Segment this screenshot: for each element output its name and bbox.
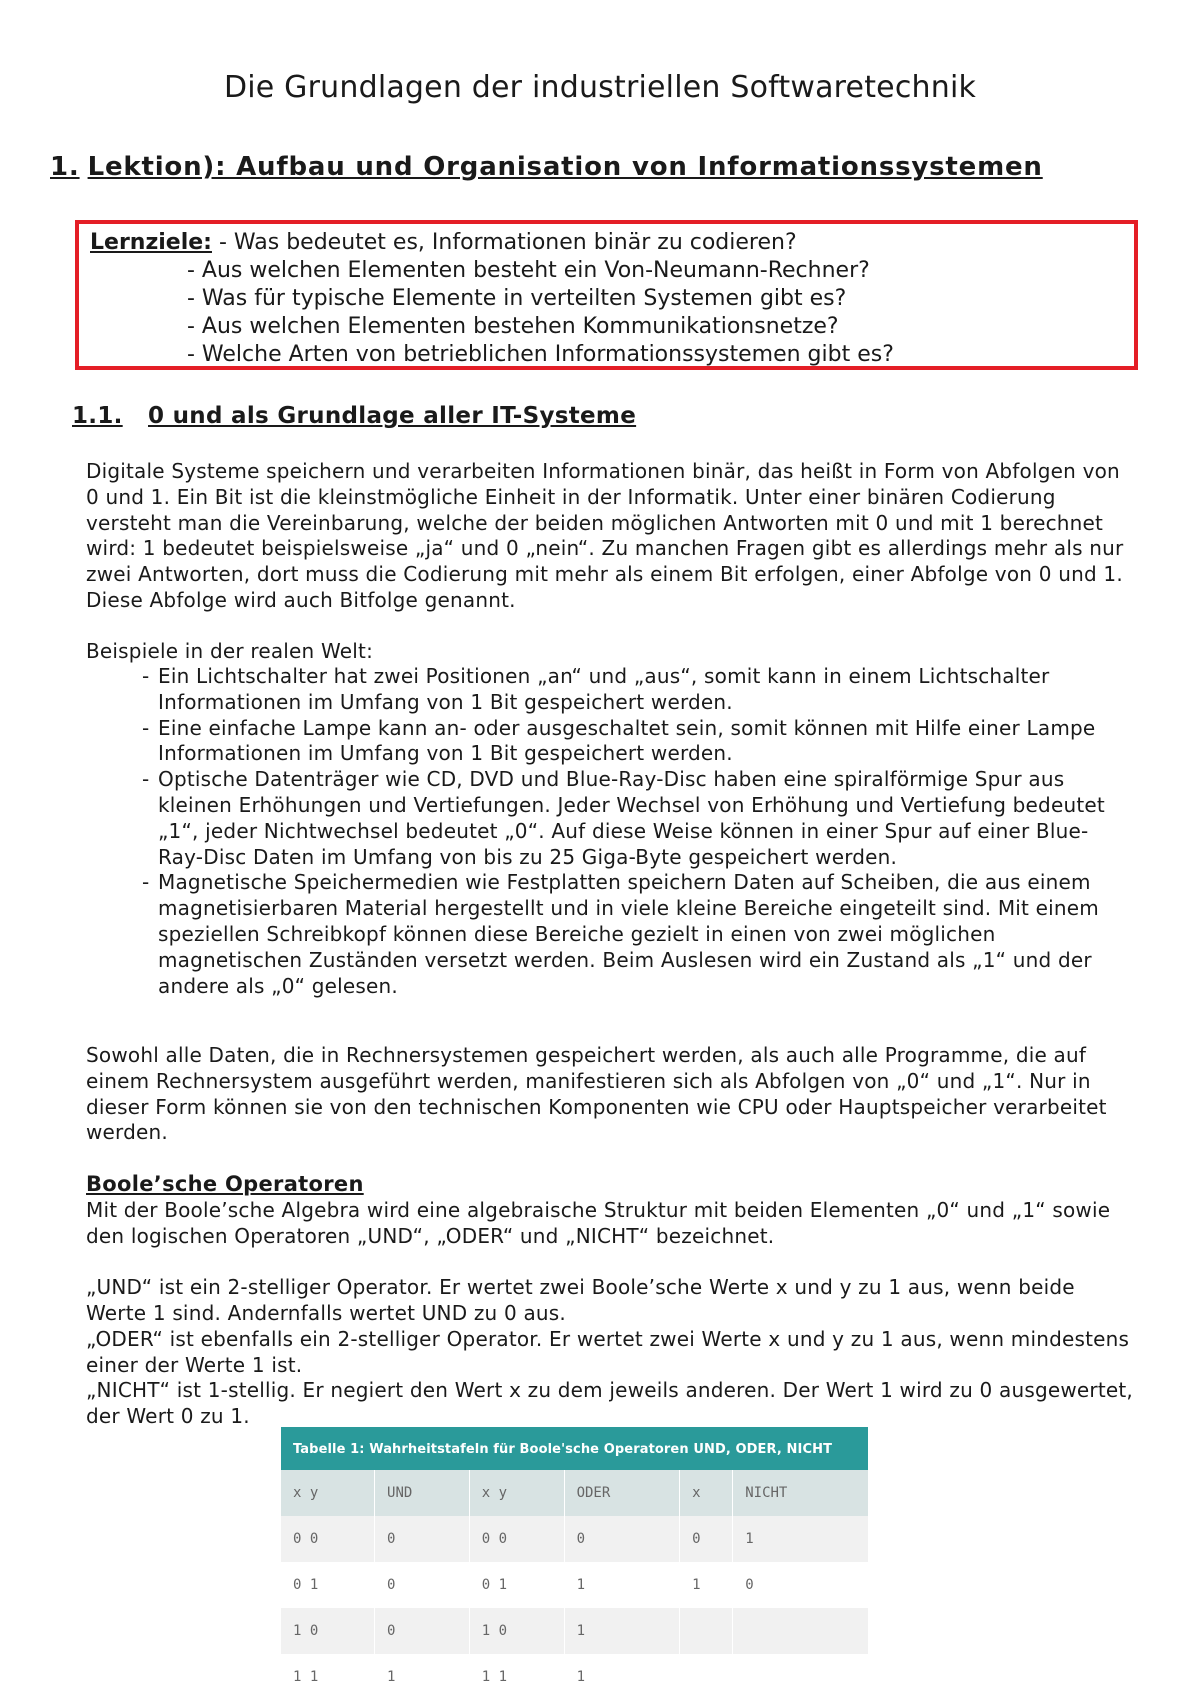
table-cell: [680, 1654, 733, 1700]
boole-und-paragraph: „UND“ ist ein 2-stelliger Operator. Er wertet zwei Boole’sche Werte x und y zu 1 aus, wenn beide Werte 1 sind. Andernfalls wertet UND zu 0 aus.: [86, 1275, 1075, 1325]
table-cell: 1 0: [281, 1608, 375, 1654]
table-cell: 1: [564, 1562, 680, 1608]
table-cell: 0: [564, 1516, 680, 1562]
table-row: [281, 1608, 868, 1654]
column-header: x y: [469, 1470, 564, 1516]
column-header: ODER: [564, 1470, 680, 1516]
intro-paragraph: Digitale Systeme speichern und verarbeiten Informationen binär, das heißt in Form von Abfolgen von 0 und 1. Ein Bit ist die kleinstmögliche Einheit in der Informatik. Unter einer binären Codierung versteht man die Vereinbarung, welche der beiden möglichen Antworten mit 0 und mit 1 berechnet wird: 1 bedeutet beispielsweise „ja“ und 0 „nein“. Zu manchen Fragen gibt es allerdings mehr als nur zwei Antworten, dort muss die Codierung mit mehr als einem Bit erfolgen, einer Abfolge von 0 und 1. Diese Abfolge wird auch Bitfolge genannt.: [86, 459, 1124, 612]
column-header: NICHT: [745, 1485, 788, 1501]
learning-goal-item: - Was für typische Elemente in verteilten Systemen gibt es?: [187, 286, 847, 311]
column-header: x: [680, 1470, 733, 1516]
table-cell: 0 0: [281, 1516, 375, 1562]
page-title: Die Grundlagen der industriellen Softwaretechnik: [223, 70, 977, 105]
truth-table-header-row: [281, 1470, 868, 1516]
table-cell: 1: [375, 1654, 470, 1700]
boole-oder-paragraph: „ODER“ ist ebenfalls ein 2-stelliger Operator. Er wertet zwei Werte x und y zu 1 aus, wenn mindestens einer der Werte 1 ist.: [86, 1327, 1130, 1377]
table-row: [281, 1516, 868, 1562]
section-title: 0 und als Grundlage aller IT-Systeme: [148, 403, 637, 429]
learning-goal-item: - Welche Arten von betrieblichen Informationssystemen gibt es?: [187, 342, 894, 367]
example-item: - Ein Lichtschalter hat zwei Positionen „an“ und „aus“, somit kann in einem Lichtschalter Informationen im Umfang von 1 Bit gespeichert werden.: [140, 664, 1130, 716]
boole-intro-paragraph: Mit der Boole’sche Algebra wird eine algebraische Struktur mit beiden Elementen „0“ und „1“ sowie den logischen Operatoren „UND“, „ODER“ und „NICHT“ bezeichnet.: [86, 1198, 1111, 1248]
table-cell: [733, 1608, 868, 1654]
examples-list: [140, 664, 1130, 999]
learning-goals-label: Lernziele:: [90, 230, 212, 255]
table-cell: [733, 1654, 868, 1700]
examples-intro: Beispiele in der realen Welt:: [86, 639, 374, 663]
table-cell: 1: [564, 1654, 680, 1700]
learning-goals-box: [75, 220, 1138, 370]
table-cell: 1: [745, 1531, 754, 1547]
data-paragraph: Sowohl alle Daten, die in Rechnersystemen gespeichert werden, als auch alle Programme, die auf einem Rechnersystem ausgeführt werden, manifestieren sich als Abfolgen von „0“ und „1“. Nur in dieser Form können sie von den technischen Komponenten wie CPU oder Hauptspeicher verarbeitet werden.: [86, 1043, 1107, 1145]
table-row: [281, 1654, 868, 1700]
section-heading: [72, 403, 636, 429]
learning-goal-item: - Aus welchen Elementen besteht ein Von-Neumann-Rechner?: [187, 258, 870, 283]
table-cell: 1 0: [469, 1608, 564, 1654]
truth-table-caption: Tabelle 1: Wahrheitstafeln für Boole'sche Operatoren UND, ODER, NICHT: [281, 1427, 868, 1470]
example-item: - Magnetische Speichermedien wie Festplatten speichern Daten auf Scheiben, die aus einem magnetisierbaren Material hergestellt und in viele kleine Bereiche eingeteilt sind. Mit einem speziellen Schreibkopf können diese Bereiche gezielt in einen von zwei möglichen magnetischen Zuständen versetzt werden. Beim Auslesen wird ein Zustand als „1“ und der andere als „0“ gelesen.: [140, 870, 1130, 999]
table-cell: 0: [680, 1516, 733, 1562]
table-cell: 0: [375, 1562, 470, 1608]
lesson-heading: [50, 152, 1043, 182]
learning-goals-first-line: [90, 229, 797, 257]
truth-table: [281, 1427, 868, 1700]
table-cell: [680, 1608, 733, 1654]
table-cell: 1: [680, 1562, 733, 1608]
table-cell: 0 1: [281, 1562, 375, 1608]
table-cell: 0 0: [469, 1516, 564, 1562]
table-cell: 0: [745, 1577, 754, 1593]
boole-nicht-paragraph: „NICHT“ ist 1-stellig. Er negiert den Wert x zu dem jeweils anderen. Der Wert 1 wird zu 0 ausgewertet, der Wert 0 zu 1.: [86, 1378, 1133, 1428]
table-cell: 1 1: [469, 1654, 564, 1700]
table-cell: 1: [564, 1608, 680, 1654]
column-header: x y: [281, 1470, 375, 1516]
table-cell: 0: [375, 1608, 470, 1654]
learning-goal-item: - Was bedeutet es, Informationen binär zu codieren?: [218, 230, 797, 255]
learning-goal-item: - Aus welchen Elementen bestehen Kommunikationsnetze?: [187, 314, 839, 339]
table-cell: 0: [375, 1516, 470, 1562]
lesson-number: 1.: [50, 152, 80, 182]
column-header: UND: [375, 1470, 470, 1516]
table-cell: 1 1: [281, 1654, 375, 1700]
section-number: 1.1.: [72, 403, 123, 429]
boole-heading: Boole’sche Operatoren: [86, 1172, 364, 1196]
example-item: - Optische Datenträger wie CD, DVD und Blue-Ray-Disc haben eine spiralförmige Spur aus kleinen Erhöhungen und Vertiefungen. Jeder Wechsel von Erhöhung und Vertiefung bedeutet „1“, jeder Nichtwechsel bedeutet „0“. Auf diese Weise können in einer Spur auf einer Blue-Ray-Disc Daten im Umfang von bis zu 25 Giga-Byte gespeichert werden.: [140, 767, 1130, 870]
table-row: [281, 1562, 868, 1608]
lesson-title: Lektion): Aufbau und Organisation von Informationssystemen: [87, 152, 1043, 182]
table-cell: 0 1: [469, 1562, 564, 1608]
example-item: - Eine einfache Lampe kann an- oder ausgeschaltet sein, somit können mit Hilfe einer Lampe Informationen im Umfang von 1 Bit gespeichert werden.: [140, 716, 1130, 768]
